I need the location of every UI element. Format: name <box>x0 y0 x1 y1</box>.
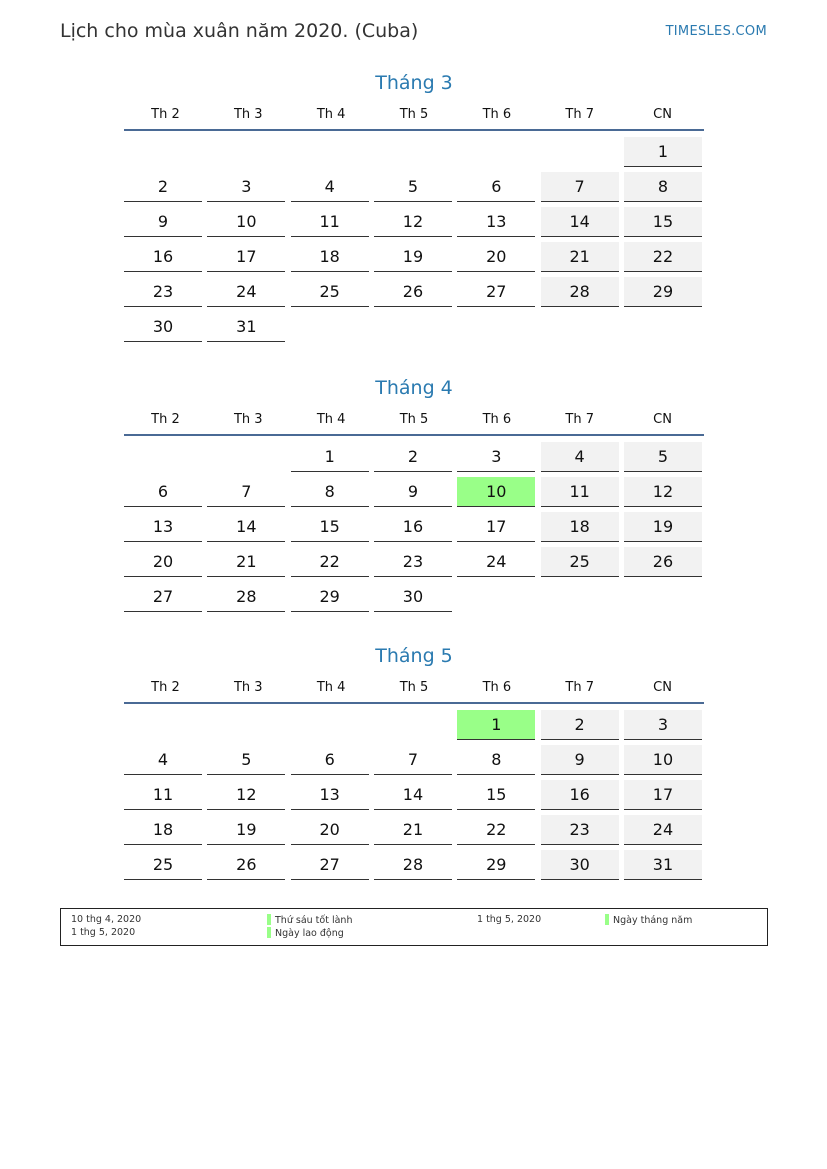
holiday-day-cell: 1 <box>457 710 535 740</box>
weekday-label: Th 6 <box>482 680 512 695</box>
month-title: Tháng 4 <box>375 377 453 399</box>
weekday-label: Th 2 <box>151 107 180 122</box>
day-cell: 19 <box>374 242 452 272</box>
day-cell: 28 <box>374 850 452 880</box>
day-cell: 9 <box>374 477 452 507</box>
day-cell: 20 <box>124 547 202 577</box>
day-cell: 12 <box>624 477 702 507</box>
day-cell: 15 <box>624 207 702 237</box>
holiday-marker <box>605 914 609 925</box>
day-cell: 21 <box>207 547 285 577</box>
day-cell: 11 <box>291 207 369 237</box>
day-cell: 26 <box>207 850 285 880</box>
day-cell: 10 <box>207 207 285 237</box>
month-march <box>124 70 704 342</box>
day-cell: 23 <box>124 277 202 307</box>
day-grid <box>124 137 704 342</box>
weekday-label: Th 4 <box>316 107 346 122</box>
holiday-marker <box>267 914 271 925</box>
day-cell: 2 <box>374 442 452 472</box>
weekday-label: Th 7 <box>565 107 595 122</box>
brand-link[interactable]: TIMESLES.COM <box>665 24 767 39</box>
page-title: Lịch cho mùa xuân năm 2020. (Cuba) <box>60 20 419 42</box>
empty-cell <box>207 442 285 472</box>
day-cell: 1 <box>291 442 369 472</box>
weekday-label: Th 6 <box>482 107 512 122</box>
day-cell: 27 <box>457 277 535 307</box>
day-cell: 5 <box>207 745 285 775</box>
day-cell: 15 <box>457 780 535 810</box>
weekday-label: CN <box>653 412 672 427</box>
legend-holiday <box>267 927 344 940</box>
empty-cell <box>457 137 535 167</box>
legend-date: 10 thg 4, 2020 <box>71 914 142 925</box>
empty-cell <box>291 137 369 167</box>
day-cell: 29 <box>291 582 369 612</box>
weekday-label: Th 5 <box>399 680 429 695</box>
month-may <box>124 643 704 880</box>
day-cell: 22 <box>624 242 702 272</box>
weekday-header <box>124 678 704 704</box>
weekday-label: Th 5 <box>399 412 429 427</box>
day-cell: 15 <box>291 512 369 542</box>
month-title: Tháng 5 <box>375 645 453 667</box>
day-cell: 27 <box>291 850 369 880</box>
weekday-label: Th 5 <box>399 107 429 122</box>
weekday-label: Th 3 <box>233 107 263 122</box>
day-cell: 6 <box>291 745 369 775</box>
day-cell: 30 <box>124 312 202 342</box>
day-cell: 23 <box>541 815 619 845</box>
holiday-day-cell: 10 <box>457 477 535 507</box>
holiday-legend <box>60 908 768 946</box>
day-cell: 16 <box>541 780 619 810</box>
day-cell: 12 <box>374 207 452 237</box>
weekday-label: CN <box>653 680 672 695</box>
day-cell: 17 <box>207 242 285 272</box>
empty-cell <box>124 710 202 740</box>
day-cell: 9 <box>541 745 619 775</box>
legend-date: 1 thg 5, 2020 <box>71 927 136 938</box>
day-cell: 20 <box>291 815 369 845</box>
day-cell: 28 <box>541 277 619 307</box>
empty-cell <box>207 710 285 740</box>
day-cell: 30 <box>541 850 619 880</box>
day-cell: 14 <box>374 780 452 810</box>
day-cell: 24 <box>457 547 535 577</box>
day-cell: 7 <box>541 172 619 202</box>
day-cell: 14 <box>541 207 619 237</box>
day-cell: 26 <box>374 277 452 307</box>
empty-cell <box>207 137 285 167</box>
day-cell: 8 <box>624 172 702 202</box>
legend-holiday-name: Thứ sáu tốt lành <box>275 915 353 926</box>
day-cell: 19 <box>624 512 702 542</box>
day-cell: 8 <box>457 745 535 775</box>
day-cell: 2 <box>541 710 619 740</box>
day-cell: 21 <box>541 242 619 272</box>
weekday-label: Th 6 <box>482 412 512 427</box>
day-cell: 24 <box>207 277 285 307</box>
empty-cell <box>124 137 202 167</box>
day-cell: 25 <box>541 547 619 577</box>
legend-holiday <box>605 914 692 927</box>
weekday-label: Th 2 <box>151 412 180 427</box>
day-cell: 12 <box>207 780 285 810</box>
day-cell: 3 <box>624 710 702 740</box>
day-cell: 6 <box>457 172 535 202</box>
day-cell: 17 <box>457 512 535 542</box>
day-cell: 18 <box>291 242 369 272</box>
day-cell: 27 <box>124 582 202 612</box>
day-cell: 29 <box>457 850 535 880</box>
day-cell: 31 <box>624 850 702 880</box>
weekday-label: CN <box>653 107 672 122</box>
day-cell: 4 <box>291 172 369 202</box>
weekday-header <box>124 105 704 131</box>
day-cell: 4 <box>124 745 202 775</box>
day-cell: 17 <box>624 780 702 810</box>
day-cell: 25 <box>291 277 369 307</box>
holiday-marker <box>267 927 271 938</box>
weekday-label: Th 2 <box>151 680 180 695</box>
day-cell: 24 <box>624 815 702 845</box>
legend-date: 1 thg 5, 2020 <box>477 914 542 925</box>
day-cell: 22 <box>457 815 535 845</box>
day-cell: 18 <box>124 815 202 845</box>
month-title: Tháng 3 <box>375 72 453 94</box>
day-cell: 11 <box>541 477 619 507</box>
weekday-header <box>124 410 704 436</box>
day-cell: 2 <box>124 172 202 202</box>
legend-holiday-name: Ngày tháng năm <box>613 915 693 926</box>
day-cell: 25 <box>124 850 202 880</box>
day-cell: 1 <box>624 137 702 167</box>
day-cell: 14 <box>207 512 285 542</box>
day-cell: 3 <box>457 442 535 472</box>
day-cell: 13 <box>457 207 535 237</box>
day-cell: 19 <box>207 815 285 845</box>
weekday-label: Th 3 <box>233 412 263 427</box>
day-cell: 13 <box>124 512 202 542</box>
day-cell: 8 <box>291 477 369 507</box>
day-cell: 7 <box>374 745 452 775</box>
day-cell: 4 <box>541 442 619 472</box>
day-cell: 22 <box>291 547 369 577</box>
day-cell: 18 <box>541 512 619 542</box>
empty-cell <box>291 710 369 740</box>
weekday-label: Th 4 <box>316 412 346 427</box>
day-cell: 16 <box>374 512 452 542</box>
day-cell: 20 <box>457 242 535 272</box>
legend-holiday <box>267 914 352 927</box>
empty-cell <box>374 710 452 740</box>
day-grid <box>124 710 704 880</box>
day-cell: 21 <box>374 815 452 845</box>
empty-cell <box>124 442 202 472</box>
weekday-label: Th 7 <box>565 680 595 695</box>
day-cell: 6 <box>124 477 202 507</box>
weekday-label: Th 4 <box>316 680 346 695</box>
month-april <box>124 375 704 612</box>
day-cell: 5 <box>374 172 452 202</box>
day-cell: 11 <box>124 780 202 810</box>
empty-cell <box>541 137 619 167</box>
day-grid <box>124 442 704 612</box>
day-cell: 28 <box>207 582 285 612</box>
empty-cell <box>374 137 452 167</box>
day-cell: 3 <box>207 172 285 202</box>
day-cell: 26 <box>624 547 702 577</box>
day-cell: 9 <box>124 207 202 237</box>
day-cell: 5 <box>624 442 702 472</box>
day-cell: 29 <box>624 277 702 307</box>
day-cell: 16 <box>124 242 202 272</box>
weekday-label: Th 3 <box>233 680 263 695</box>
day-cell: 13 <box>291 780 369 810</box>
legend-holiday-name: Ngày lao động <box>275 928 344 939</box>
day-cell: 31 <box>207 312 285 342</box>
day-cell: 23 <box>374 547 452 577</box>
day-cell: 7 <box>207 477 285 507</box>
day-cell: 10 <box>624 745 702 775</box>
day-cell: 30 <box>374 582 452 612</box>
weekday-label: Th 7 <box>565 412 595 427</box>
